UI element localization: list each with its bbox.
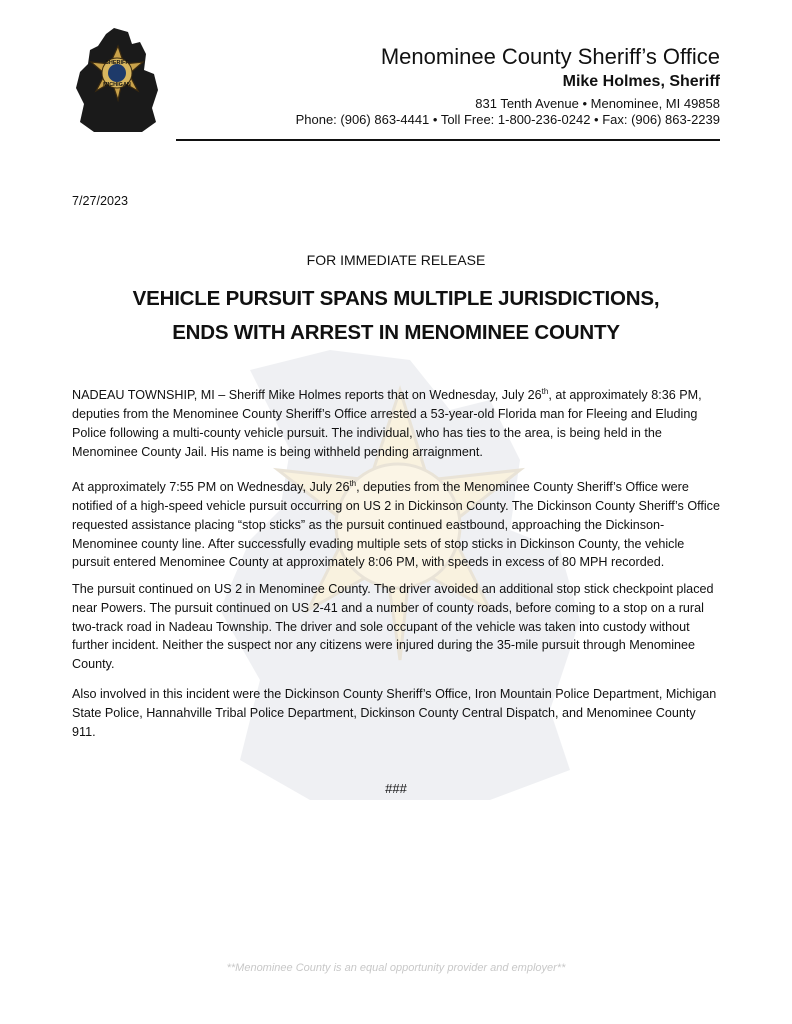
sheriff-name: Mike Holmes, Sheriff — [562, 73, 720, 90]
office-address: 831 Tenth Avenue • Menominee, MI 49858 — [475, 96, 720, 111]
headline-line-2: ENDS WITH ARREST IN MENOMINEE COUNTY — [172, 321, 620, 344]
paragraph-2-sup: th — [349, 479, 357, 488]
end-mark: ### — [385, 781, 407, 796]
logo-text-top: SHERIFF — [105, 60, 129, 66]
paragraph-1-part-a: NADEAU TOWNSHIP, MI – Sheriff Mike Holmes reports that on Wednesday, July 26 — [72, 388, 542, 403]
paragraph-1-part-b: , at approximately 8:36 PM, deputies from the Menominee County Sheriff’s Office arrested a 53-year-old Florida man for Fleeing and Eluding Police following a multi-county vehicle pursuit. The individual, who has ties to the area, is being held in the Menominee County Jail. His name is being withheld pending arraignment. — [72, 388, 702, 459]
paragraph-1 — [72, 383, 722, 461]
paragraph-2 — [72, 475, 722, 572]
paragraph-2-part-b: , deputies from the Menominee County Sheriff’s Office were notified of a high-speed vehicle pursuit occurring on US 2 in Dickinson County. The Dickinson County Sheriff’s Office requested assistance placing “stop sticks” as the pursuit continued eastbound, approaching the Dickinson-Menominee county line. After successfully evading multiple sets of stop sticks in Dickinson County, the vehicle pursuit entered Menominee County at approximately 8:06 PM, with speeds in excess of 80 MPH recorded. — [72, 480, 720, 570]
paragraph-1-sup: th — [541, 387, 549, 396]
release-label: FOR IMMEDIATE RELEASE — [306, 252, 486, 268]
sheriff-badge-logo — [66, 24, 170, 136]
headline-line-1: VEHICLE PURSUIT SPANS MULTIPLE JURISDICTIONS, — [132, 287, 660, 310]
release-date: 7/27/2023 — [72, 194, 129, 208]
paragraph-2-part-a: At approximately 7:55 PM on Wednesday, July 26 — [72, 480, 350, 495]
footer-statement: **Menominee County is an equal opportunity provider and employer** — [226, 962, 566, 974]
org-name: Menominee County Sheriff’s Office — [380, 44, 720, 69]
logo-text-bottom: MICHIGAN — [103, 82, 131, 88]
header-divider — [176, 139, 720, 141]
contact-line: Phone: (906) 863-4441 • Toll Free: 1-800-236-0242 • Fax: (906) 863-2239 — [295, 112, 720, 127]
paragraph-4: Also involved in this incident were the Dickinson County Sheriff’s Office, Iron Mountain Police Department, Michigan State Police, Hannahville Tribal Police Department, Dickinson County Central Dispatch, and Menominee County 911. — [72, 687, 717, 739]
paragraph-3: The pursuit continued on US 2 in Menominee County. The driver avoided an additional stop stick checkpoint placed near Powers. The pursuit continued on US 2-41 and a number of county roads, before coming to a stop on a rural two-track road in Nadeau Township. The driver and sole occupant of the vehicle was taken into custody without further incident. Neither the suspect nor any citizens were injured during the 35-mile pursuit through Menominee County. — [72, 582, 714, 672]
